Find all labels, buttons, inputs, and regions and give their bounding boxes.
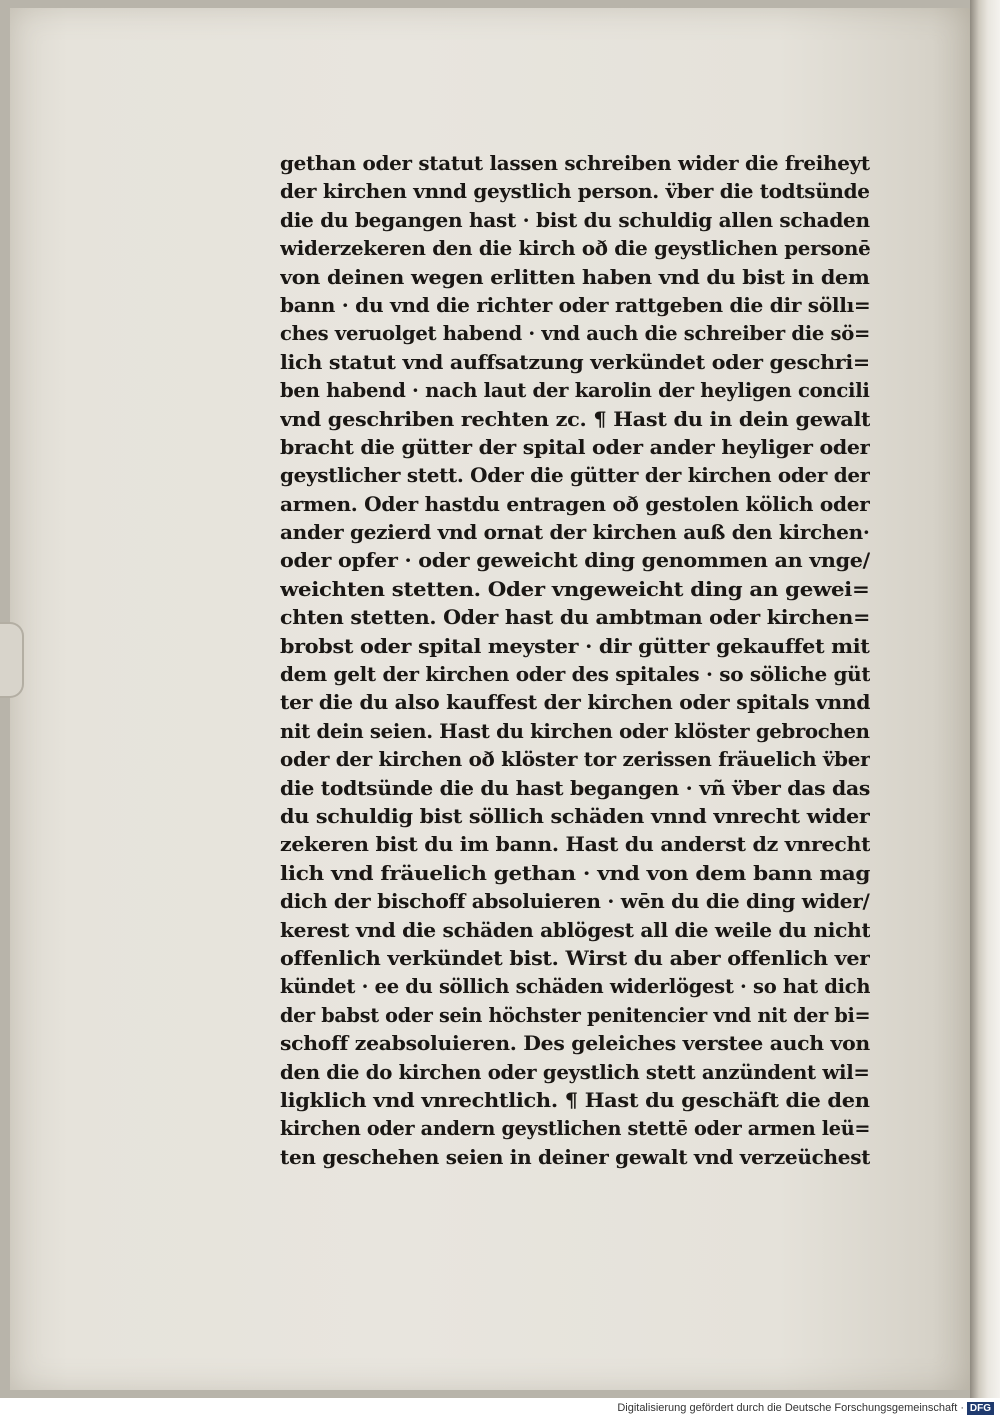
- footer-credit: Digitalisierung gefördert durch die Deutsche Forschungsgemeinschaft ·: [617, 1402, 964, 1414]
- binding-clasp: [0, 622, 24, 698]
- text-line: geystlicher stett. Oder die gütter der kirchen oder der: [280, 464, 870, 488]
- text-line: lich vnd fräuelich gethan · vnd von dem bann mag: [280, 861, 870, 885]
- text-line: schoff zeabsoluieren. Des geleiches verstee auch von: [280, 1032, 870, 1056]
- text-line: den die do kirchen oder geystlich stett anzündent wil=: [280, 1060, 870, 1084]
- text-line: brobst oder spital meyster · dir gütter gekauffet mit: [280, 634, 870, 658]
- text-line: ben habend · nach laut der karolin der heyligen concili: [280, 379, 870, 403]
- text-line: vnd geschriben rechten zc. ¶ Hast du in dein gewalt: [280, 407, 870, 431]
- text-line: bann · du vnd die richter oder rattgeben die dir söllı=: [280, 293, 870, 317]
- text-line: ten geschehen seien in deiner gewalt vnd verzeüchest: [280, 1145, 870, 1169]
- footer-bar: [0, 1398, 1000, 1420]
- text-line: gethan oder statut lassen schreiben wider die freiheyt: [280, 152, 870, 175]
- text-line: der babst oder sein höchster penitencier vnd nit der bi=: [280, 1003, 870, 1027]
- text-line: bracht die gütter der spital oder ander heyliger oder: [280, 435, 870, 459]
- text-line: von deinen wegen erlitten haben vnd du bist in dem: [280, 265, 870, 289]
- text-line: widerzekeren den die kirch oð die geystlichen personē: [280, 237, 870, 261]
- text-line: ander gezierd vnd ornat der kirchen auß den kirchen·: [280, 521, 870, 545]
- text-line: kerest vnd die schäden ablögest all die weile du nicht: [280, 918, 870, 942]
- text-line: armen. Oder hastdu entragen oð gestolen kölich oder: [280, 492, 870, 516]
- page-edge: [970, 0, 1000, 1398]
- text-line: ter die du also kauffest der kirchen oder spitals vnnd: [280, 691, 870, 715]
- text-line: dich der bischoff absoluieren · wēn du die ding wider/: [280, 890, 870, 914]
- text-line: oder opfer · oder geweicht ding genommen an vnge/: [280, 549, 870, 573]
- text-line: der kirchen vnnd geystlich person. v̈ber die todtsünde: [280, 180, 870, 204]
- text-line: nit dein seien. Hast du kirchen oder klöster gebrochen: [280, 719, 870, 743]
- text-line: die todtsünde die du hast begangen · vñ v̈ber das das: [280, 776, 870, 800]
- text-line: lich statut vnd auffsatzung verkündet oder geschri=: [280, 350, 870, 374]
- text-line: dem gelt der kirchen oder des spitales · so söliche güt: [280, 663, 870, 687]
- text-line: du schuldig bist söllich schäden vnnd vnrecht wider: [280, 804, 870, 828]
- text-line: zekeren bist du im bann. Hast du anderst dz vnrecht: [280, 833, 870, 857]
- text-block: [280, 150, 880, 1172]
- text-line: weichten stetten. Oder vngeweicht ding an gewei=: [280, 577, 870, 601]
- text-line: chten stetten. Oder hast du ambtman oder kirchen=: [280, 606, 870, 630]
- text-line: offenlich verkündet bist. Wirst du aber offenlich ver: [280, 946, 870, 970]
- text-line: oder der kirchen oð klöster tor zerissen fräuelich v̈ber: [280, 748, 870, 772]
- text-line: die du begangen hast · bist du schuldig allen schaden: [280, 208, 870, 232]
- dfg-logo-icon: DFG: [967, 1402, 994, 1415]
- text-line: ches veruolget habend · vnd auch die schreiber die sö=: [280, 322, 870, 346]
- text-line: kirchen oder andern geystlichen stettē oder armen leü=: [280, 1117, 870, 1141]
- text-line: ligklich vnd vnrechtlich. ¶ Hast du geschäft die den: [280, 1088, 870, 1112]
- text-line: kündet · ee du söllich schäden widerlögest · so hat dich: [280, 975, 870, 999]
